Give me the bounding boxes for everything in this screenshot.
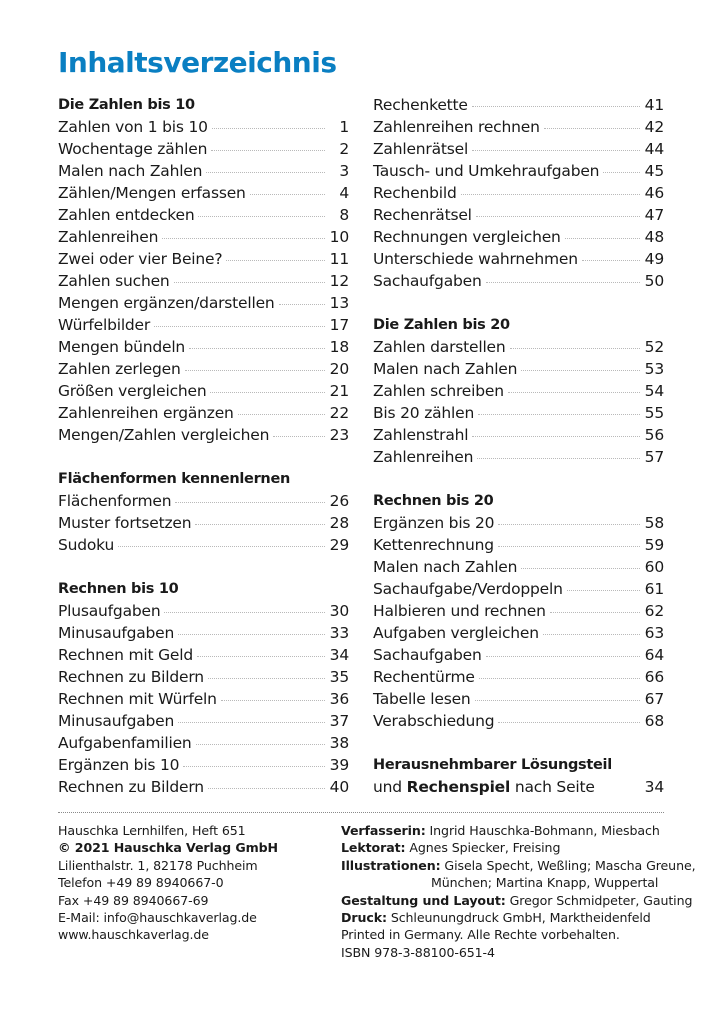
toc-entry[interactable]: [58, 314, 349, 336]
entry-title: Zahlen zerlegen: [58, 360, 181, 378]
entry-page-number: 38: [329, 734, 349, 752]
entry-page-number: 63: [644, 624, 664, 642]
leader-dots: [476, 216, 640, 217]
toc-entry[interactable]: [373, 512, 664, 534]
entry-title: Mengen/Zahlen vergleichen: [58, 426, 270, 444]
entry-title: Zahlen von 1 bis 10: [58, 118, 208, 136]
entry-page-number: 68: [644, 712, 664, 730]
entry-page-number: 55: [644, 404, 664, 422]
entry-page-number: 4: [339, 184, 349, 202]
entry-page-number: 67: [644, 690, 664, 708]
toc-entry[interactable]: [58, 138, 349, 160]
leader-dots: [565, 238, 640, 239]
toc-entry[interactable]: [373, 138, 664, 160]
toc-entry[interactable]: [373, 556, 664, 578]
toc-section: [58, 468, 349, 556]
toc-entry[interactable]: [373, 116, 664, 138]
entry-page-number: 18: [329, 338, 349, 356]
leader-dots: [486, 656, 640, 657]
print-value: Schleunungdruck GmbH, Marktheidenfeld: [386, 909, 651, 925]
entry-title: Rechnen mit Geld: [58, 646, 193, 664]
toc-entry[interactable]: [58, 226, 349, 248]
leader-dots: [544, 128, 640, 129]
final-entry-text-bold: Rechenspiel: [406, 778, 511, 796]
leader-dots: [208, 678, 325, 679]
entry-page-number: 56: [644, 426, 664, 444]
leader-dots: [486, 282, 640, 283]
leader-dots: [196, 744, 325, 745]
leader-dots: [567, 590, 640, 591]
leader-dots: [212, 128, 325, 129]
leader-dots: [472, 150, 640, 151]
leader-dots: [479, 678, 640, 679]
section-heading: Rechnen bis 10: [58, 581, 179, 597]
toc-entry[interactable]: [373, 644, 664, 666]
leader-dots: [475, 700, 640, 701]
leader-dots: [154, 326, 325, 327]
entry-title: Muster fortsetzen: [58, 514, 192, 532]
leader-dots: [185, 370, 325, 371]
illustrations-value: Gisela Specht, Weßling; Mascha Greune,: [440, 857, 696, 873]
entry-page-number: 50: [644, 272, 664, 290]
entry-title: Zahlen entdecken: [58, 206, 195, 224]
toc-entry[interactable]: [58, 424, 349, 446]
entry-title: Rechenrätsel: [373, 206, 472, 224]
entry-title: Bis 20 zählen: [373, 404, 475, 422]
leader-dots: [477, 458, 640, 459]
leader-dots: [472, 106, 640, 107]
toc-entry[interactable]: [373, 666, 664, 688]
entry-page-number: 35: [329, 668, 349, 686]
toc-entry[interactable]: [58, 380, 349, 402]
entry-page-number: 8: [339, 206, 349, 224]
leader-dots: [250, 194, 325, 195]
imprint-phone: Telefon +49 89 8940667-0: [58, 875, 224, 891]
entry-title: Mengen ergänzen/darstellen: [58, 294, 275, 312]
toc-entry[interactable]: [58, 710, 349, 732]
entry-title: Würfelbilder: [58, 316, 151, 334]
entry-page-number: 3: [339, 162, 349, 180]
imprint-address: Lilienthalstr. 1, 82178 Puchheim: [58, 857, 258, 873]
toc-section: [58, 578, 349, 798]
toc-entry[interactable]: [58, 116, 349, 138]
leader-dots: [189, 348, 325, 349]
entry-title: Zahlenreihen ergänzen: [58, 404, 234, 422]
toc-entry[interactable]: [58, 204, 349, 226]
imprint-right: [341, 822, 696, 961]
toc-entry[interactable]: [373, 622, 664, 644]
entry-page-number: 40: [329, 778, 349, 796]
toc-entry[interactable]: [373, 270, 664, 292]
entry-title: Zahlen suchen: [58, 272, 170, 290]
toc-entry[interactable]: [373, 204, 664, 226]
illustrations-label: Illustrationen:: [341, 857, 441, 873]
toc-entry[interactable]: [58, 336, 349, 358]
toc-entry[interactable]: [373, 336, 664, 358]
imprint-divider: [58, 812, 664, 813]
leader-dots: [210, 392, 325, 393]
entry-page-number: 28: [329, 514, 349, 532]
entry-title: Ergänzen bis 20: [373, 514, 495, 532]
entry-page-number: 33: [329, 624, 349, 642]
entry-title: Minusaufgaben: [58, 712, 175, 730]
entry-title: Malen nach Zahlen: [373, 360, 518, 378]
entry-page-number: 20: [329, 360, 349, 378]
entry-title: Rechnen zu Bildern: [58, 778, 204, 796]
leader-dots: [162, 238, 325, 239]
imprint-website[interactable]: www.hauschkaverlag.de: [58, 927, 209, 943]
entry-page-number: 41: [644, 96, 664, 114]
leader-dots: [174, 282, 325, 283]
imprint-series: Hauschka Lernhilfen, Heft 651: [58, 823, 246, 838]
toc-entry[interactable]: [373, 534, 664, 556]
entry-page-number: 11: [329, 250, 349, 268]
leader-dots: [508, 392, 640, 393]
leader-dots: [238, 414, 325, 415]
entry-page-number: 2: [339, 140, 349, 158]
toc-entry[interactable]: [58, 358, 349, 380]
toc-entry[interactable]: [58, 270, 349, 292]
entry-title: Tabelle lesen: [373, 690, 471, 708]
leader-dots: [472, 436, 640, 437]
toc-section: [58, 94, 349, 446]
entry-page-number: 52: [644, 338, 664, 356]
entry-page-number: 47: [644, 206, 664, 224]
leader-dots: [183, 766, 325, 767]
toc-entry[interactable]: [58, 666, 349, 688]
entry-title: Sudoku: [58, 536, 115, 554]
final-entry-text-post: nach Seite: [510, 778, 595, 796]
entry-page-number: 10: [329, 228, 349, 246]
entry-title: Zahlen schreiben: [373, 382, 504, 400]
toc-entry[interactable]: [373, 578, 664, 600]
entry-page-number: 64: [644, 646, 664, 664]
final-entry-text-pre: und: [373, 778, 407, 796]
leader-dots: [164, 612, 325, 613]
leader-dots: [582, 260, 640, 261]
entry-page-number: 49: [644, 250, 664, 268]
entry-page-number: 53: [644, 360, 664, 378]
entry-title: Malen nach Zahlen: [58, 162, 203, 180]
entry-page-number: 45: [644, 162, 664, 180]
entry-page-number: 30: [329, 602, 349, 620]
entry-page-number: 44: [644, 140, 664, 158]
entry-title: Zahlenreihen: [373, 448, 474, 466]
entry-title: Halbieren und rechnen: [373, 602, 546, 620]
leader-dots: [498, 546, 640, 547]
toc-entry[interactable]: [373, 710, 664, 732]
leader-dots: [521, 568, 640, 569]
entry-page-number: 57: [644, 448, 664, 466]
section-heading: Rechnen bis 20: [373, 493, 494, 509]
entry-page-number: 34: [329, 646, 349, 664]
entry-page-number: 42: [644, 118, 664, 136]
entry-title: Zahlen darstellen: [373, 338, 506, 356]
entry-page-number: 36: [329, 690, 349, 708]
toc-entry[interactable]: [373, 446, 664, 468]
entry-page-number: 1: [339, 118, 349, 136]
entry-title: Mengen bündeln: [58, 338, 186, 356]
entry-page-number: 21: [329, 382, 349, 400]
entry-title: Malen nach Zahlen: [373, 558, 518, 576]
toc-entry[interactable]: [373, 600, 664, 622]
entry-page-number: 37: [329, 712, 349, 730]
print-label: Druck:: [341, 909, 387, 925]
leader-dots: [279, 304, 325, 305]
design-label: Gestaltung und Layout:: [341, 892, 506, 908]
entry-title: Rechenkette: [373, 96, 468, 114]
editing-value: Agnes Spiecker, Freising: [405, 840, 561, 856]
illustrations-value-cont: München; Martina Knapp, Wuppertal: [431, 875, 659, 891]
entry-title: Wochentage zählen: [58, 140, 208, 158]
final-entry-heading: Herausnehmbarer Lösungsteil: [373, 757, 612, 773]
entry-title: Rechenbild: [373, 184, 457, 202]
editing-label: Lektorat:: [341, 840, 406, 856]
entry-page-number: 23: [329, 426, 349, 444]
imprint-left: [58, 822, 278, 944]
entry-page-number: 17: [329, 316, 349, 334]
leader-dots: [510, 348, 640, 349]
toc-section: [373, 94, 664, 292]
entry-title: Zwei oder vier Beine?: [58, 250, 223, 268]
author-value: Ingrid Hauschka-Bohmann, Miesbach: [425, 823, 660, 838]
toc-entry[interactable]: [373, 182, 664, 204]
leader-dots: [550, 612, 640, 613]
toc-final-entry[interactable]: [373, 754, 664, 798]
leader-dots: [175, 502, 325, 503]
entry-title: Zählen/Mengen erfassen: [58, 184, 246, 202]
section-heading: Die Zahlen bis 20: [373, 317, 510, 333]
toc-entry[interactable]: [373, 94, 664, 116]
leader-dots: [603, 172, 640, 173]
toc-entry[interactable]: [58, 292, 349, 314]
entry-page-number: 29: [329, 536, 349, 554]
entry-page-number: 39: [329, 756, 349, 774]
toc-entry[interactable]: [373, 402, 664, 424]
entry-title: Zahlenstrahl: [373, 426, 469, 444]
leader-dots: [198, 216, 325, 217]
toc-entry[interactable]: [58, 776, 349, 798]
toc-entry[interactable]: [58, 732, 349, 754]
leader-dots: [521, 370, 640, 371]
leader-dots: [478, 414, 640, 415]
leader-dots: [178, 634, 325, 635]
page-title: Inhaltsverzeichnis: [58, 46, 337, 79]
leader-dots: [461, 194, 640, 195]
final-entry-page: 34: [644, 778, 664, 796]
author-label: Verfasserin:: [341, 823, 426, 838]
entry-page-number: 59: [644, 536, 664, 554]
toc-entry[interactable]: [58, 512, 349, 534]
entry-title: Rechnungen vergleichen: [373, 228, 561, 246]
entry-page-number: 61: [644, 580, 664, 598]
toc-right-column: [373, 94, 664, 798]
entry-title: Zahlenreihen: [58, 228, 159, 246]
leader-dots: [498, 524, 640, 525]
entry-title: Zahlenrätsel: [373, 140, 469, 158]
entry-page-number: 66: [644, 668, 664, 686]
entry-page-number: 22: [329, 404, 349, 422]
toc-entry[interactable]: [58, 490, 349, 512]
entry-page-number: 13: [329, 294, 349, 312]
entry-title: Plusaufgaben: [58, 602, 161, 620]
leader-dots: [178, 722, 325, 723]
entry-page-number: 12: [329, 272, 349, 290]
toc-entry[interactable]: [58, 688, 349, 710]
toc-entry[interactable]: [58, 754, 349, 776]
entry-title: Sachaufgabe/Verdoppeln: [373, 580, 563, 598]
toc-entry[interactable]: [373, 358, 664, 380]
entry-page-number: 46: [644, 184, 664, 202]
entry-title: Sachaufgaben: [373, 646, 482, 664]
entry-page-number: 48: [644, 228, 664, 246]
toc-entry[interactable]: [58, 402, 349, 424]
toc-entry[interactable]: [58, 622, 349, 644]
toc-section: [373, 490, 664, 732]
toc-entry[interactable]: [58, 534, 349, 556]
entry-title: Größen vergleichen: [58, 382, 207, 400]
leader-dots: [195, 524, 325, 525]
entry-title: Tausch- und Umkehraufgaben: [373, 162, 600, 180]
entry-title: Unterschiede wahrnehmen: [373, 250, 578, 268]
section-heading: Die Zahlen bis 10: [58, 97, 195, 113]
toc-entry[interactable]: [58, 182, 349, 204]
entry-page-number: 60: [644, 558, 664, 576]
leader-dots: [226, 260, 325, 261]
entry-page-number: 62: [644, 602, 664, 620]
leader-dots: [543, 634, 640, 635]
imprint-fax: Fax +49 89 8940667-69: [58, 892, 209, 908]
leader-dots: [498, 722, 640, 723]
entry-title: Flächenformen: [58, 492, 172, 510]
entry-title: Rechnen zu Bildern: [58, 668, 204, 686]
imprint-email[interactable]: E-Mail: info@hauschkaverlag.de: [58, 909, 257, 925]
toc-entry[interactable]: [373, 160, 664, 182]
entry-title: Ergänzen bis 10: [58, 756, 180, 774]
toc-left-column: [58, 94, 349, 820]
leader-dots: [118, 546, 325, 547]
entry-page-number: 58: [644, 514, 664, 532]
leader-dots: [197, 656, 325, 657]
toc-entry[interactable]: [373, 248, 664, 270]
leader-dots: [208, 788, 325, 789]
leader-dots: [273, 436, 325, 437]
section-heading: Flächenformen kennenlernen: [58, 471, 290, 487]
toc-entry[interactable]: [58, 248, 349, 270]
entry-page-number: 26: [329, 492, 349, 510]
toc-section: [373, 314, 664, 468]
toc-entry[interactable]: [58, 600, 349, 622]
entry-title: Rechentürme: [373, 668, 475, 686]
printed-in: Printed in Germany. Alle Rechte vorbehalten.: [341, 927, 620, 943]
entry-title: Zahlenreihen rechnen: [373, 118, 540, 136]
toc-entry[interactable]: [373, 688, 664, 710]
imprint-copyright: © 2021 Hauschka Verlag GmbH: [58, 840, 278, 856]
toc-entry[interactable]: [373, 424, 664, 446]
leader-dots: [206, 172, 325, 173]
leader-dots: [221, 700, 325, 701]
entry-title: Aufgaben vergleichen: [373, 624, 539, 642]
toc-entry[interactable]: [373, 226, 664, 248]
entry-title: Kettenrechnung: [373, 536, 494, 554]
isbn: ISBN 978-3-88100-651-4: [341, 944, 495, 960]
entry-title: Aufgabenfamilien: [58, 734, 192, 752]
entry-page-number: 54: [644, 382, 664, 400]
leader-dots: [211, 150, 325, 151]
design-value: Gregor Schmidpeter, Gauting: [505, 892, 693, 908]
toc-entry[interactable]: [58, 644, 349, 666]
entry-title: Verabschiedung: [373, 712, 495, 730]
entry-title: Sachaufgaben: [373, 272, 482, 290]
entry-title: Rechnen mit Würfeln: [58, 690, 217, 708]
entry-title: Minusaufgaben: [58, 624, 175, 642]
toc-entry[interactable]: [58, 160, 349, 182]
toc-entry[interactable]: [373, 380, 664, 402]
